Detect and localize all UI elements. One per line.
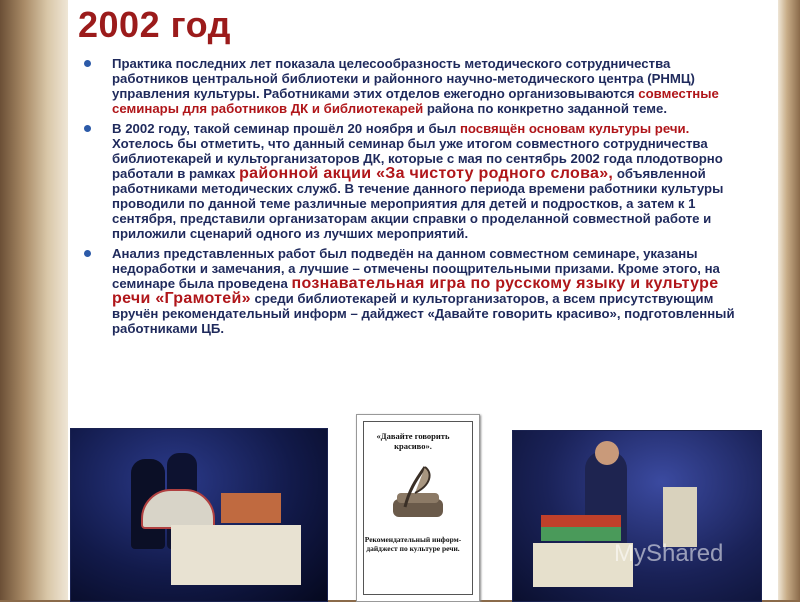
circle-bullet-icon — [84, 125, 91, 132]
paragraph-3-highlight: познавательная игра по русскому языку и культуре речи «Грамотей» — [112, 275, 719, 307]
paragraph-2-text-1: В 2002 году, такой семинар прошёл 20 ноября и был — [112, 121, 460, 136]
booklet-heading: «Давайте говорить красиво». — [376, 431, 450, 451]
watermark-text: MyShared — [614, 540, 724, 567]
paragraph-3-text-1: Анализ представленных работ был подведён на данном совместном семинаре, указаны недоработки и замечания, а лучшие – отмечены поощрительными призами. Кроме этого, на семинаре была проведена — [112, 246, 720, 291]
decorated-lectern — [141, 489, 215, 529]
paragraph-3-text-2: среди библиотекарей и культорганизаторов, а всем присутствующим вручён рекомендательный информ – дайджест «Давайте говорить красиво», подготовленный работниками ЦБ. — [112, 291, 735, 336]
bullet-item-1 — [84, 56, 744, 116]
bullet-item-2 — [84, 121, 744, 241]
page-title: 2002 год — [78, 4, 231, 45]
bullet-item-3 — [84, 246, 744, 336]
quill-and-scroll-icon — [385, 463, 451, 527]
paragraph-1-text-1: Практика последних лет показала целесообразность методического сотрудничества работников центральной библиотеки и районного научно-методического центра (РНМЦ) управления культуры. Работниками этих отделов ежегодно организовываются — [112, 56, 695, 101]
paragraph-2-text-2: Хотелось бы отметить, что данный семинар был уже итогом совместного сотрудничества библиотекарей и культорганизаторов ДК, которые с мая по сентябрь 2002 года плодотворно работали в рамках — [112, 136, 723, 181]
seminar-photo-right — [512, 430, 762, 602]
circle-bullet-icon — [84, 250, 91, 257]
green-ribbon — [541, 527, 621, 541]
speaker-head — [595, 441, 619, 465]
decor-box — [221, 493, 281, 523]
paragraph-2-highlight-1: посвящён основам культуры речи. — [459, 121, 690, 136]
podium — [663, 487, 697, 547]
circle-bullet-icon — [84, 60, 91, 67]
booklet-cover-image — [356, 414, 480, 602]
paragraph-2-text-3: объявленной работниками методических служб. В течение данного периода времени работники культуры проводили по данной теме различные мероприятия для детей и подростков, а затем к 1 сентября, представили организаторам акции справки о проделанной совместной работе и приложили сценарий одного из лучших мероприятий. — [112, 166, 724, 241]
seminar-photo-left — [70, 428, 328, 602]
left-decorative-frame — [0, 0, 68, 600]
paragraph-1-text-2: района по конкретно заданной теме. — [423, 101, 668, 116]
paragraph-2-highlight-2: районной акции «За чистоту родного слова», — [239, 165, 614, 182]
bullet-list — [84, 56, 744, 341]
booklet-caption: Рекомендательный информ-дайджест по культуре речи. — [364, 535, 462, 553]
display-stand — [171, 525, 301, 585]
red-ribbon — [541, 515, 621, 527]
right-decorative-frame — [778, 0, 800, 600]
paragraph-1-highlight: совместные семинары для работников ДК и библиотекарей — [112, 86, 719, 116]
